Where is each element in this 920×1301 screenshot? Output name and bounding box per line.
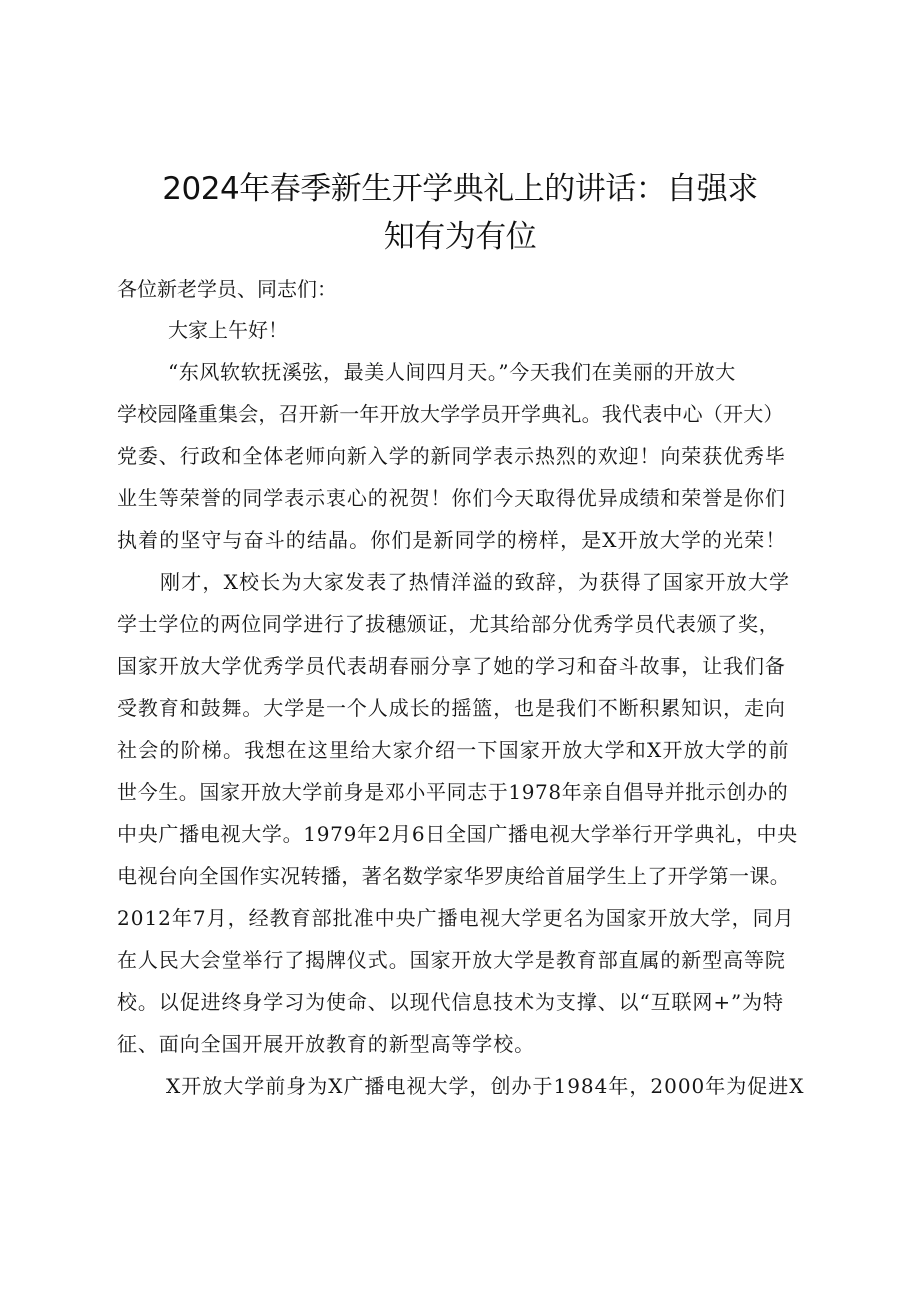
greeting-line: 各位新老学员、同志们： xyxy=(117,277,337,301)
salutation-line: 大家上午好！ xyxy=(168,318,288,342)
body-line: 党委、行政和全体老师向新入学的新同学表示热烈的欢迎！向荣获优秀毕 xyxy=(117,444,786,468)
body-line: 社会的阶梯。我想在这里给大家介绍一下国家开放大学和X开放大学的前 xyxy=(117,738,790,762)
body-line: X开放大学前身为X广播电视大学，创办于1984年，2000年为促进X xyxy=(166,1074,805,1098)
body-line: 学校园隆重集会，召开新一年开放大学学员开学典礼。我代表中心（开大） xyxy=(117,402,784,426)
body-line: 学士学位的两位同学进行了拔穗颁证，尤其给部分优秀学员代表颁了奖， xyxy=(117,612,780,636)
body-line: 中央广播电视大学。1979年2月6日全国广播电视大学举行开学典礼，中央 xyxy=(117,822,798,846)
body-line: 电视台向全国作实况转播，著名数学家华罗庚给首届学生上了开学第一课。 xyxy=(117,864,791,888)
body-line: 刚才，X校长为大家发表了热情洋溢的致辞，为获得了国家开放大学 xyxy=(160,570,791,594)
document-title-line-1: 2024年春季新生开学典礼上的讲话：自强求 xyxy=(162,171,758,207)
body-line: 业生等荣誉的同学表示衷心的祝贺！你们今天取得优异成绩和荣誉是你们 xyxy=(117,486,786,510)
body-line: 受教育和鼓舞。大学是一个人成长的摇篮，也是我们不断积累知识，走向 xyxy=(117,696,786,720)
body-line: “东风软软抚溪弦，最美人间四月天。”今天我们在美丽的开放大 xyxy=(168,360,736,384)
body-line: 世今生。国家开放大学前身是邓小平同志于1978年亲自倡导并批示创办的 xyxy=(117,780,789,804)
body-line: 征、面向全国开展开放教育的新型高等学校。 xyxy=(117,1032,535,1056)
body-line: 执着的坚守与奋斗的结晶。你们是新同学的榜样，是X开放大学的光荣！ xyxy=(117,528,787,552)
body-line: 2012年7月，经教育部批准中央广播电视大学更名为国家开放大学，同月 xyxy=(117,906,795,930)
body-line: 国家开放大学优秀学员代表胡春丽分享了她的学习和奋斗故事，让我们备 xyxy=(117,654,786,678)
body-line: 校。以促进终身学习为使命、以现代信息技术为支撑、以“互联网+”为特 xyxy=(117,990,784,1014)
document-title-line-2: 知有为有位 xyxy=(383,219,537,255)
body-line: 在人民大会堂举行了揭牌仪式。国家开放大学是教育部直属的新型高等院 xyxy=(117,948,786,972)
